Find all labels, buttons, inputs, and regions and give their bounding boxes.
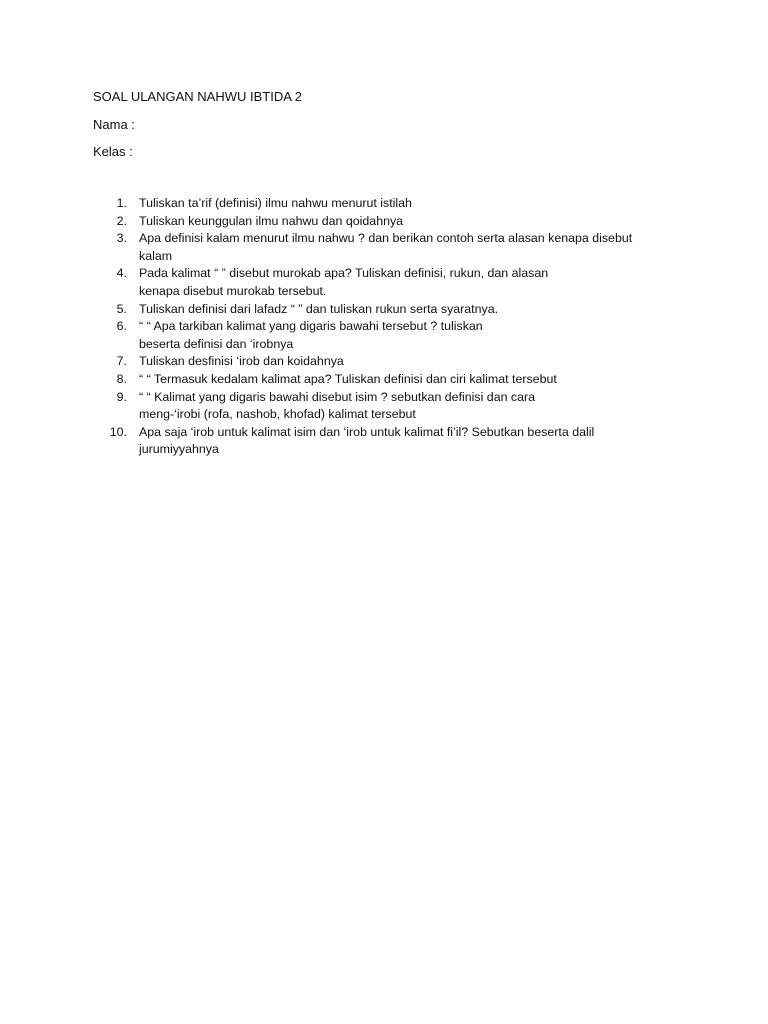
question-item (93, 265, 683, 300)
question-list (93, 195, 683, 459)
question-text-line: “ “ Termasuk kedalam kalimat apa? Tuliskan definisi dan ciri kalimat tersebut (139, 371, 557, 386)
question-item (93, 230, 683, 265)
question-item (93, 318, 683, 353)
question-text-line: “ “ Kalimat yang digaris bawahi disebut isim ? sebutkan definisi dan cara (139, 389, 536, 404)
name-field-label: Nama : (93, 117, 135, 132)
question-text-line: Pada kalimat “ ” disebut murokab apa? Tuliskan definisi, rukun, dan alasan (139, 266, 549, 281)
question-text-line: jurumiyyahnya (139, 442, 219, 457)
question-text-line: Apa definisi kalam menurut ilmu nahwu ? dan berikan contoh serta alasan kenapa disebut (139, 231, 633, 246)
question-text-line: beserta definisi dan ‘irobnya (139, 336, 294, 351)
question-number: 2. (116, 213, 127, 228)
question-text-line: kalam (139, 248, 173, 263)
question-number: 1. (116, 196, 127, 210)
question-text-line: kenapa disebut murokab tersebut. (139, 283, 327, 298)
question-number: 7. (116, 354, 127, 369)
question-number: 6. (116, 319, 127, 334)
question-number: 4. (116, 266, 127, 281)
question-text-line: “ “ Apa tarkiban kalimat yang digaris bawahi tersebut ? tuliskan (139, 319, 483, 334)
class-field-label: Kelas : (93, 144, 133, 159)
question-text-line: meng-‘irobi (rofa, nashob, khofad) kalimat tersebut (139, 407, 416, 422)
question-item (93, 213, 683, 231)
question-text-line: Apa saja ‘irob untuk kalimat isim dan ‘irob untuk kalimat fi’il? Sebutkan beserta dalil (139, 424, 595, 439)
question-item (93, 195, 683, 213)
question-item (93, 389, 683, 424)
question-text-line: Tuliskan ta’rif (definisi) ilmu nahwu menurut istilah (139, 196, 412, 210)
question-number: 8. (116, 371, 127, 386)
question-number: 5. (116, 301, 127, 316)
question-item (93, 371, 683, 389)
document-title: SOAL ULANGAN NAHWU IBTIDA 2 (93, 89, 303, 104)
question-number: 9. (116, 389, 127, 404)
question-item (93, 353, 683, 371)
question-text-line: Tuliskan desfinisi ‘irob dan koidahnya (139, 354, 344, 369)
question-text-line: Tuliskan keunggulan ilmu nahwu dan qoidahnya (139, 213, 404, 228)
question-text-line: Tuliskan definisi dari lafadz “ ” dan tuliskan rukun serta syaratnya. (139, 301, 499, 316)
question-number: 10. (109, 424, 127, 439)
question-number: 3. (116, 231, 127, 246)
question-item (93, 301, 683, 319)
question-item (93, 424, 683, 459)
